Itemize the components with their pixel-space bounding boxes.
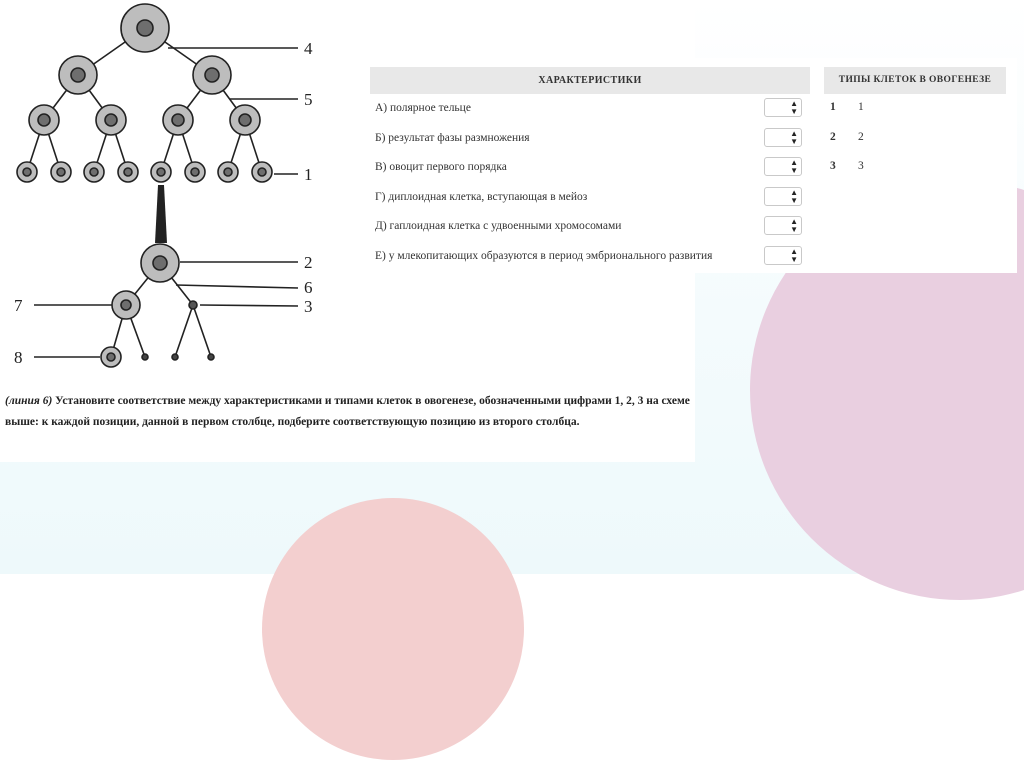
cell-type-value: 1	[858, 101, 864, 113]
answer-select-e[interactable]	[764, 246, 802, 265]
diagram-label-3: 3	[304, 297, 313, 316]
growth-wedge	[155, 185, 167, 243]
table-row	[370, 94, 810, 124]
table-row	[824, 94, 1006, 124]
characteristics-header: ХАРАКТЕРИСТИКИ	[370, 67, 810, 94]
cell-type-number: 2	[830, 130, 836, 143]
answer-select-d[interactable]	[764, 216, 802, 235]
diagram-label-8: 8	[14, 348, 23, 367]
task-body: Установите соответствие между характеристиками и типами клеток в овогенезе, обозначенными цифрами 1, 2, 3 на схеме выше: к каждой позиции, данной в первом столбце, подберите соответствующую позицию из второго столбца.	[5, 395, 690, 428]
select-arrows-icon: ▲ ▼	[790, 217, 798, 234]
table-row	[370, 124, 810, 154]
table-row	[370, 212, 810, 242]
table-row	[370, 153, 810, 183]
cell-type-value: 3	[858, 160, 864, 172]
table-row	[370, 242, 810, 272]
task-prefix: (линия 6)	[5, 395, 53, 407]
answer-select-b[interactable]	[764, 128, 802, 147]
select-arrows-icon: ▲ ▼	[790, 158, 798, 175]
cells	[17, 4, 272, 367]
characteristic-v: В) овоцит первого порядка	[375, 161, 507, 173]
cell-type-number: 3	[830, 160, 836, 172]
select-arrows-icon: ▲ ▼	[790, 246, 798, 264]
diagram-label-4: 4	[304, 39, 313, 58]
diagram-label-5: 5	[304, 90, 313, 109]
answer-select-a[interactable]	[764, 98, 802, 117]
characteristic-a: А) полярное тельце	[375, 102, 471, 114]
characteristic-g: Г) диплоидная клетка, вступающая в мейоз	[375, 190, 588, 203]
cell-type-value: 2	[858, 130, 864, 143]
table-row	[824, 124, 1006, 154]
select-arrows-icon: ▲ ▼	[790, 128, 798, 146]
cell-types-table	[824, 67, 1006, 183]
table-row	[824, 153, 1006, 183]
characteristics-table	[370, 67, 810, 271]
oogenesis-diagram	[0, 0, 340, 380]
characteristic-b: Б) результат фазы размножения	[375, 131, 530, 144]
cell-type-number: 1	[830, 101, 836, 113]
cell-types-header: ТИПЫ КЛЕТОК В ОВОГЕНЕЗЕ	[824, 67, 1006, 94]
answer-select-v[interactable]	[764, 157, 802, 176]
diagram-label-7: 7	[14, 296, 23, 315]
select-arrows-icon: ▲ ▼	[790, 99, 798, 116]
characteristic-e: Е) у млекопитающих образуются в период эмбрионального развития	[375, 249, 713, 262]
decorative-circle-peach	[262, 498, 524, 760]
select-arrows-icon: ▲ ▼	[790, 187, 798, 205]
task-text	[5, 391, 690, 433]
diagram-label-1: 1	[304, 165, 313, 184]
characteristic-d: Д) гаплоидная клетка с удвоенными хромосомами	[375, 220, 622, 232]
diagram-label-2: 2	[304, 253, 313, 272]
table-row	[370, 183, 810, 213]
diagram-label-6: 6	[304, 278, 313, 297]
answer-select-g[interactable]	[764, 187, 802, 206]
